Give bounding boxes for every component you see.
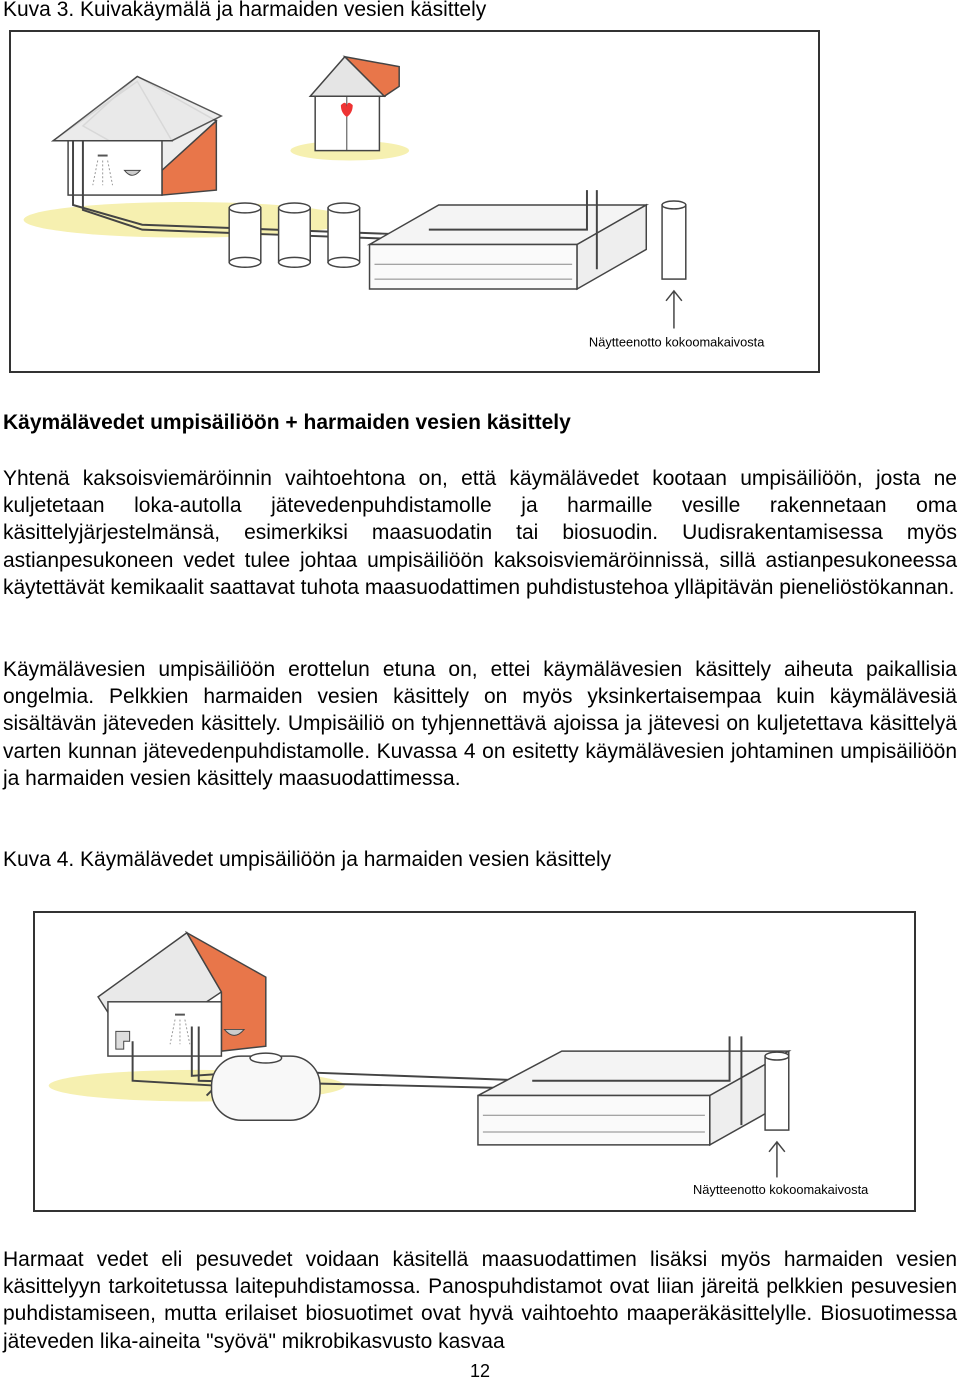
figure-4-diagram [33,911,916,1212]
figure-3-caption: Kuva 3. Kuivakäymälä ja harmaiden vesien käsittely [3,0,487,21]
paragraph-2: Käymälävesien umpisäiliöön erottelun etuna on, ettei käymälävesien käsittely aiheuta paikallisia ongelmia. Pelkkien harmaiden vesien käsittely on myös yksinkertaisempaa kuin käymälävesiä sisältävän jäteveden käsittely. Umpisäiliö on tyhjennettävä ajoissa ja jätevesi on kuljetettava käsittelyä varten kunnan jätevedenpuhdistamolle. Kuvassa 4 on esitetty käymälävesien johtaminen umpisäiliöön ja harmaiden vesien käsittely maasuodattimessa. [3,658,957,790]
paragraph-1: Yhtenä kaksoisviemäröinnin vaihtoehtona on, että käymälävedet kootaan umpisäiliöön, josta ne kuljetetaan loka-autolla jätevedenpuhdistamolle ja harmaille vesille rakennetaan oma käsittelyjärjestelmänsä, esimerkiksi maasuodatin tai biosuodin. Uudisrakentamisessa myös astianpesukoneen vedet tulee johtaa umpisäiliöön kaksoisviemäröinnissä, sillä astianpesukoneessa käytettävät kemikaalit saattavat tuhota maasuodattimen puhdistustehoa ylläpitävän pieneliöstökannan. [3,467,957,599]
section-heading: Käymälävedet umpisäiliöön + harmaiden vesien käsittely [3,411,571,434]
page-number: 12 [469,1361,491,1381]
figure-3-diagram [9,30,820,373]
paragraph-3: Harmaat vedet eli pesuvedet voidaan käsitellä maasuodattimen lisäksi myös harmaiden vesien käsittelyyn tarkoitetussa laitepuhdistamossa. Panospuhdistamot ovat liian järeitä pelkkien pesuvesien puhdistamiseen, mutta erilaiset biosuotimet ovat hyvä vaihtoehto maaperäkäsittelylle. Biosuotimessa jäteveden lika-aineita "syövä" mikrobikasvusto kasvaa [3,1248,957,1353]
figure-4-caption: Kuva 4. Käymälävedet umpisäiliöön ja harmaiden vesien käsittely [3,848,612,871]
figure-4-illustration [35,913,914,1210]
figure-4-sample-label: Näytteenotto kokoomakaivosta [693,1182,869,1198]
figure-3-illustration [11,32,818,371]
figure-3-sample-label: Näytteenotto kokoomakaivosta [588,334,765,350]
